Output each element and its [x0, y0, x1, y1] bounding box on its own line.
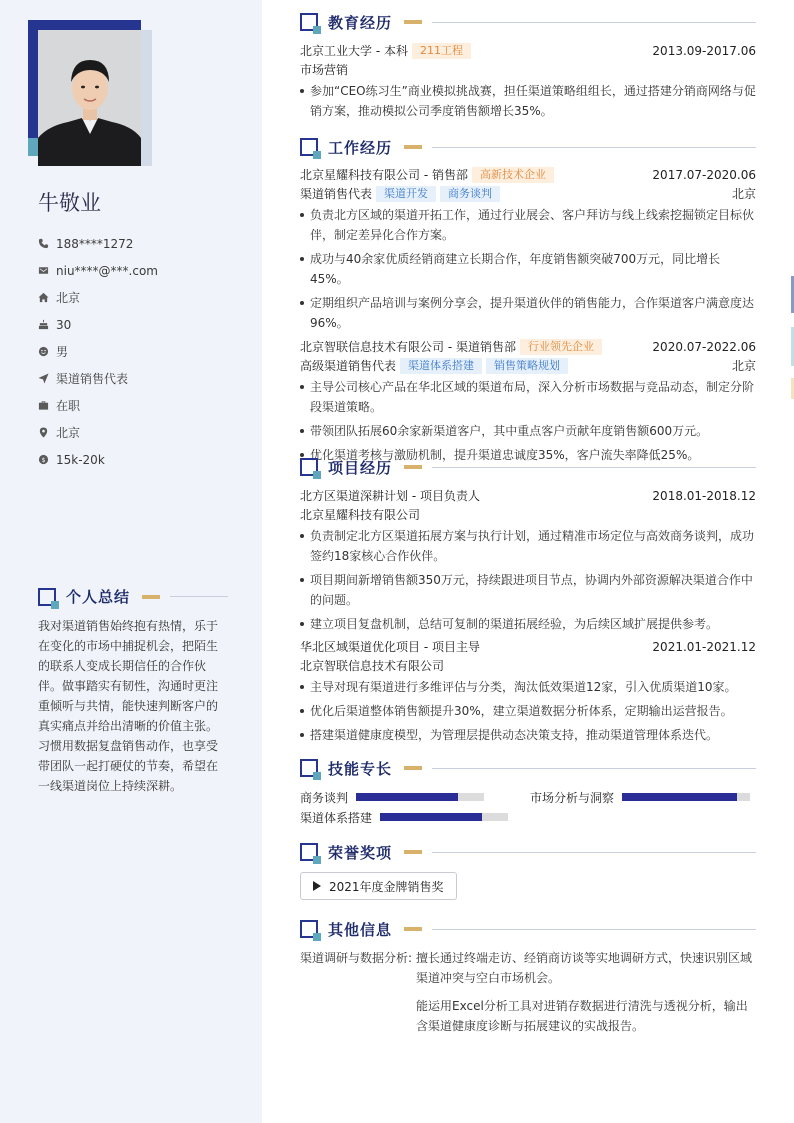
contact-location — [38, 419, 248, 446]
projects-section — [300, 457, 756, 745]
project-company: 北京智联信息技术有限公司 — [300, 659, 445, 673]
section-title: 工作经历 — [328, 138, 393, 157]
avatar — [38, 30, 141, 166]
major: 市场营销 — [300, 63, 349, 77]
skill-item — [530, 788, 750, 806]
contact-age — [38, 311, 248, 338]
skill-bar-fill — [356, 793, 458, 801]
summary-text: 我对渠道销售始终抱有热情，乐于在变化的市场中捕捉机会，把陌生的联系人变成长期信任的合作伙伴。做事踏实有韧性，沟通时更注重倾听与共情，能快速判断客户的真实痛点并给出清晰的价值主张。习惯用数据复盘销售动作，也享受带团队一起打硬仗的节奏，希望在一线渠道岗位上持续深耕。 — [38, 619, 219, 793]
award-name: 2021年度金牌销售奖 — [329, 879, 444, 894]
job-role-row — [300, 356, 756, 375]
other-label: 渠道调研与数据分析: — [300, 951, 413, 965]
list-item: 参加“CEO练习生”商业模拟挑战赛，担任渠道策略组组长，通过搭建分销商网络与促销方案，推动模拟公司季度销售额增长35%。 — [300, 81, 756, 121]
job-role-row — [300, 184, 756, 203]
skill-name: 市场分析与洞察 — [530, 790, 615, 805]
section-divider — [432, 22, 756, 23]
job-date: 2020.07-2022.06 — [652, 339, 756, 354]
section-title: 项目经历 — [328, 458, 393, 477]
other-paragraph: 能运用Excel分析工具对进销存数据进行清洗与透视分析，输出含渠道健康度诊断与拓展建议的实战报告。 — [416, 999, 748, 1033]
skills-row — [300, 788, 756, 806]
other-info — [300, 948, 756, 1036]
section-header — [300, 842, 756, 862]
section-square-icon — [300, 138, 318, 156]
section-divider — [432, 147, 756, 148]
home-icon — [38, 292, 49, 303]
section-square-icon — [300, 843, 318, 861]
project-company-row — [300, 505, 756, 524]
contact-text: 北京 — [56, 291, 81, 305]
sidebar — [0, 0, 262, 1123]
profile-name: 牛敬业 — [38, 191, 101, 215]
contact-text: 在职 — [56, 399, 81, 413]
section-accent-bar — [404, 145, 422, 149]
contact-text: 渠道销售代表 — [56, 372, 129, 386]
contact-text: 30 — [56, 317, 72, 332]
skill-bar — [622, 793, 750, 801]
education-date: 2013.09-2017.06 — [652, 43, 756, 58]
play-icon — [313, 881, 321, 891]
svg-text:$: $ — [41, 455, 46, 464]
skill-name: 商务谈判 — [300, 790, 349, 805]
project-company: 北京星耀科技有限公司 — [300, 508, 421, 522]
section-header — [300, 457, 756, 477]
skill-item — [300, 808, 756, 826]
project-header — [300, 637, 756, 656]
education-row — [300, 41, 756, 60]
job-header — [300, 337, 756, 356]
contact-status — [38, 392, 248, 419]
skill-bar — [356, 793, 484, 801]
section-title: 个人总结 — [66, 588, 131, 606]
contact-text: 北京 — [56, 426, 81, 440]
contact-salary — [38, 446, 248, 473]
honors-section — [300, 842, 756, 900]
project-header — [300, 486, 756, 505]
summary-header — [38, 586, 228, 607]
list-item: 主导对现有渠道进行多维评估与分类，淘汰低效渠道12家，引入优质渠道10家。 — [300, 677, 756, 697]
money-icon — [38, 454, 49, 465]
role-tag: 渠道开发 — [376, 186, 436, 202]
send-icon — [38, 373, 49, 384]
list-item: 成功与40余家优质经销商建立长期合作，年度销售额突破700万元，同比增长45%。 — [300, 249, 756, 289]
section-accent-bar — [404, 850, 422, 854]
contact-gender — [38, 338, 248, 365]
list-item: 主导公司核心产品在华北区域的渠道布局，深入分析市场数据与竞品动态，制定分阶段渠道策略。 — [300, 377, 756, 417]
cake-icon — [38, 319, 49, 330]
section-square-icon — [300, 920, 318, 938]
project-company-row — [300, 656, 756, 675]
contact-text: 男 — [56, 345, 69, 359]
section-square-icon — [300, 458, 318, 476]
email-icon — [38, 265, 49, 276]
contact-list — [38, 230, 248, 473]
gender-icon — [38, 346, 49, 357]
skill-bar-fill — [622, 793, 737, 801]
skill-item — [300, 788, 530, 806]
section-title: 教育经历 — [328, 13, 393, 32]
list-item: 搭建渠道健康度模型，为管理层提供动态决策支持，推动渠道管理体系迭代。 — [300, 725, 756, 745]
job-company: 北京智联信息技术有限公司 - 渠道销售部 — [300, 340, 516, 354]
section-title: 荣誉奖项 — [328, 843, 393, 862]
section-accent-bar — [404, 927, 422, 931]
major-row — [300, 60, 756, 79]
list-item: 建立项目复盘机制，总结可复制的渠道拓展经验，为后续区域扩展提供参考。 — [300, 614, 756, 634]
avatar-frame — [28, 20, 152, 166]
project-name: 北方区渠道深耕计划 - 项目负责人 — [300, 489, 480, 503]
contact-email — [38, 257, 248, 284]
project-date: 2021.01-2021.12 — [652, 639, 756, 654]
section-divider — [432, 768, 756, 769]
section-divider — [432, 929, 756, 930]
section-divider — [432, 852, 756, 853]
other-value — [416, 948, 756, 1036]
skill-bar — [380, 813, 508, 821]
job-city: 北京 — [731, 359, 756, 373]
section-accent-bar — [404, 465, 422, 469]
award-badge — [300, 872, 457, 900]
contact-phone — [38, 230, 248, 257]
role-tag: 渠道体系搭建 — [400, 358, 482, 374]
skill-name: 渠道体系搭建 — [300, 810, 373, 825]
section-header — [300, 919, 756, 939]
section-title: 技能专长 — [328, 759, 393, 778]
section-accent-bar — [142, 595, 160, 599]
job-role: 渠道销售代表 — [300, 187, 373, 201]
section-square-icon — [300, 13, 318, 31]
section-header — [300, 137, 756, 157]
section-accent-bar — [404, 20, 422, 24]
contact-text: 15k-20k — [56, 452, 105, 467]
work-section — [300, 137, 756, 465]
section-square-icon — [38, 588, 56, 606]
contact-position — [38, 365, 248, 392]
company-tag: 高新技术企业 — [472, 167, 554, 183]
job-role: 高级渠道销售代表 — [300, 359, 397, 373]
job-header — [300, 165, 756, 184]
school-tag: 211工程 — [412, 43, 471, 59]
skills-section — [300, 758, 756, 826]
list-item: 负责制定北方区渠道拓展方案与执行计划，通过精准市场定位与高效商务谈判，成功签约18家核心合作伙伴。 — [300, 526, 756, 566]
list-item: 优化后渠道整体销售额提升30%，建立渠道数据分析体系，定期输出运营报告。 — [300, 701, 756, 721]
skill-bar-fill — [380, 813, 482, 821]
list-item: 优化渠道考核与激励机制，提升渠道忠诚度35%，客户流失率降低25%。 — [300, 445, 756, 465]
job-company: 北京星耀科技有限公司 - 销售部 — [300, 168, 468, 182]
project-name: 华北区域渠道优化项目 - 项目主导 — [300, 640, 480, 654]
education-section — [300, 12, 756, 121]
list-item: 项目期间新增销售额350万元，持续跟进项目节点，协调内外部资源解决渠道合作中的问题。 — [300, 570, 756, 610]
location-icon — [38, 427, 49, 438]
section-accent-bar — [404, 766, 422, 770]
list-item: 定期组织产品培训与案例分享会，提升渠道伙伴的销售能力，合作渠道客户满意度达96%。 — [300, 293, 756, 333]
other-paragraph: 擅长通过终端走访、经销商访谈等实地调研方式，快速识别区域渠道冲突与空白市场机会。 — [416, 951, 753, 985]
school-name: 北京工业大学 - 本科 — [300, 44, 408, 58]
contact-text: niu****@***.com — [56, 263, 158, 278]
section-square-icon — [300, 759, 318, 777]
section-divider — [432, 467, 756, 468]
section-title: 其他信息 — [328, 920, 393, 939]
job-date: 2017.07-2020.06 — [652, 167, 756, 182]
section-header — [300, 758, 756, 778]
project-date: 2018.01-2018.12 — [652, 488, 756, 503]
phone-icon — [38, 238, 49, 249]
role-tag: 销售策略规划 — [486, 358, 568, 374]
contact-home — [38, 284, 248, 311]
company-tag: 行业领先企业 — [520, 339, 602, 355]
list-item: 带领团队拓展60余家新渠道客户，其中重点客户贡献年度销售额600万元。 — [300, 421, 756, 441]
list-item: 负责北方区域的渠道开拓工作，通过行业展会、客户拜访与线上线索挖掘锁定目标伙伴，制定差异化合作方案。 — [300, 205, 756, 245]
contact-text: 188****1272 — [56, 236, 134, 251]
job-city: 北京 — [731, 187, 756, 201]
section-divider — [170, 596, 228, 597]
briefcase-icon — [38, 400, 49, 411]
section-header — [300, 12, 756, 32]
other-section — [300, 919, 756, 1036]
role-tag: 商务谈判 — [440, 186, 500, 202]
